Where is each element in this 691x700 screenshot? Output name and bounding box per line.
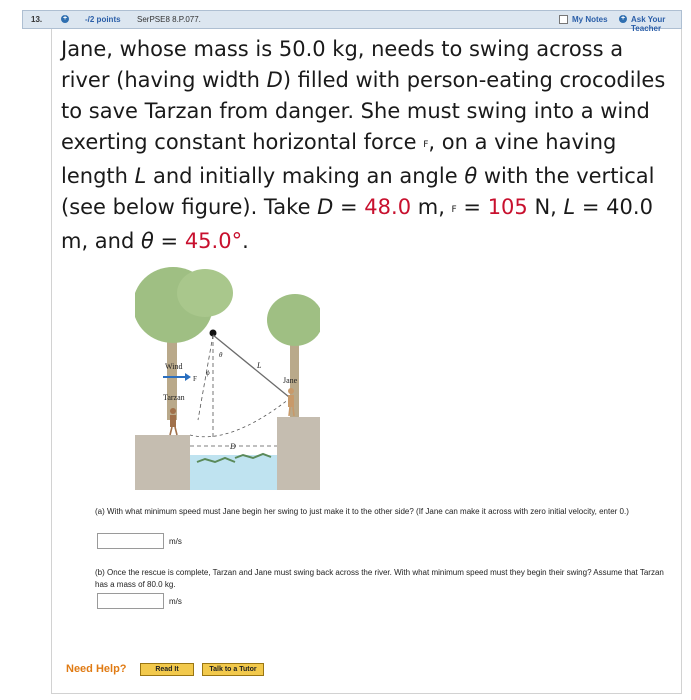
theta-label: θ bbox=[219, 351, 223, 359]
jane-label: Jane bbox=[283, 376, 298, 385]
ask-teacher-link[interactable]: Ask Your Teacher bbox=[631, 15, 666, 33]
force-label: F bbox=[193, 375, 197, 383]
wind-label: Wind bbox=[165, 362, 183, 371]
part-a-text: (a) With what minimum speed must Jane begin her swing to just make it to the other side? (If Jane can make it across with zero initial velocity, enter 0.) bbox=[95, 507, 629, 516]
talk-to-tutor-button[interactable]: Talk to a Tutor bbox=[202, 663, 264, 676]
vine bbox=[213, 335, 289, 397]
phi-label: ϕ bbox=[206, 369, 210, 377]
svg-text:D: D bbox=[230, 442, 236, 451]
expand-icon[interactable]: + bbox=[62, 15, 68, 22]
part-b-text: (b) Once the rescue is complete, Tarzan and Jane must swing back across the river. With what minimum speed must they begin their swing? Assume that Tarzan has a mass of 80.0 kg. bbox=[95, 568, 664, 589]
part-b-unit: m/s bbox=[169, 597, 182, 606]
l-label: L bbox=[257, 361, 262, 370]
right-bank bbox=[277, 417, 320, 490]
tarzan-figure bbox=[170, 408, 176, 414]
my-notes-link[interactable]: My Notes bbox=[572, 15, 608, 24]
d-value: 48.0 bbox=[364, 195, 412, 219]
read-it-button[interactable]: Read It bbox=[140, 663, 194, 676]
question-text: Jane, whose mass is 50.0 kg, needs to swing across a river (having width D) filled with person-eating crocodiles to save Tarzan from danger. She must swing into a wind exerting constant horizontal force F, on a vine having length L and initially making an angle θ with the vertical (see below figure). Take D = 48.0 m, F = 105 N, L = 40.0 m, and θ = 45.0°. bbox=[61, 37, 666, 253]
force-vector-symbol: F bbox=[423, 140, 429, 150]
question-code: SerPSE8 8.P.077. bbox=[137, 15, 201, 24]
part-a-unit: m/s bbox=[169, 537, 182, 546]
tarzan-label: Tarzan bbox=[163, 393, 185, 402]
swing-arc bbox=[190, 399, 289, 437]
left-bank bbox=[135, 435, 190, 490]
part-b-answer-input[interactable] bbox=[97, 593, 164, 609]
need-help-label: Need Help? bbox=[66, 663, 127, 675]
part-a-answer-input[interactable] bbox=[97, 533, 164, 549]
question-number: 13. bbox=[31, 15, 43, 24]
question-header-bar bbox=[22, 10, 682, 33]
physics-figure bbox=[135, 265, 320, 490]
jane-figure bbox=[288, 388, 294, 394]
notes-checkbox[interactable] bbox=[559, 15, 568, 24]
theta-value: 45.0° bbox=[184, 229, 243, 253]
f-value: 105 bbox=[487, 195, 528, 219]
ask-teacher-plus-icon[interactable]: + bbox=[620, 15, 626, 22]
points-label: -/2 points bbox=[85, 15, 121, 24]
right-tree-canopy bbox=[267, 294, 320, 346]
